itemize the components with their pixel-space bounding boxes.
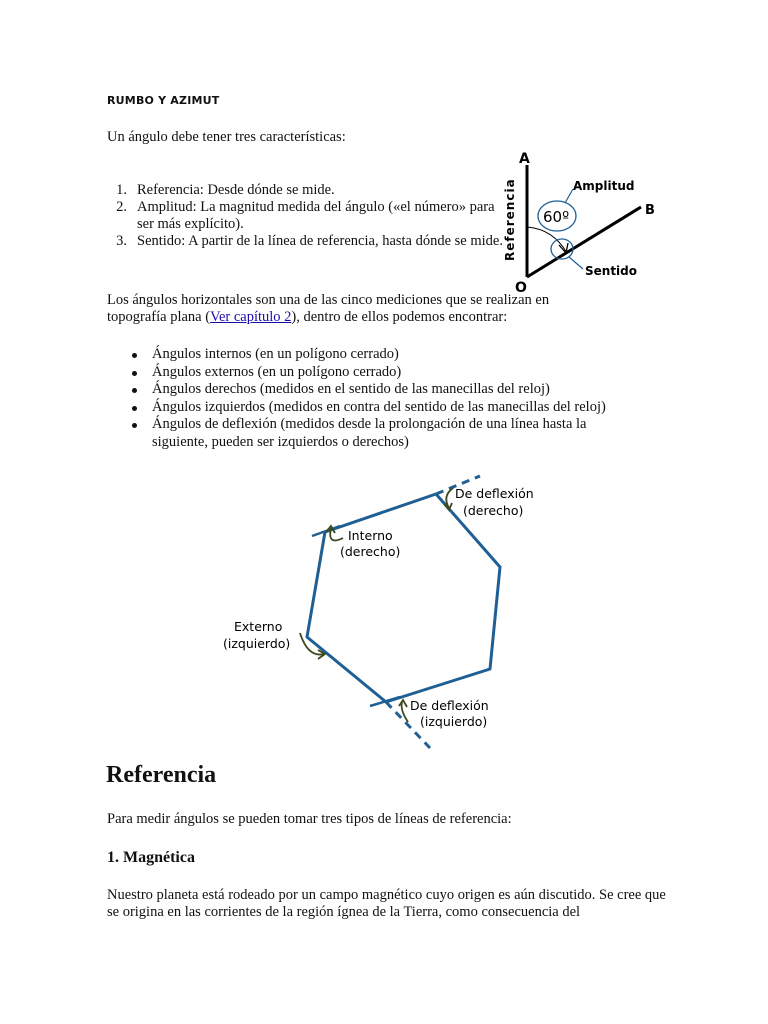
list-number: 1. — [116, 182, 127, 198]
label-b: B — [645, 203, 655, 218]
list-item-text: Ángulos de deflexión (medidos desde la prolongación de una línea hasta la siguiente, pueden ser izquierdos o derechos) — [152, 416, 587, 450]
angle-types-list — [107, 346, 627, 451]
label-o: O — [515, 280, 527, 295]
label-sentido: Sentido — [585, 264, 638, 278]
label-interno: Interno — [348, 528, 393, 543]
list-item — [107, 416, 627, 451]
deflexion-izquierdo-arrow-icon — [402, 702, 408, 722]
section-title: RUMBO Y AZIMUT — [107, 94, 220, 107]
sense-pointer — [569, 257, 583, 269]
list-item — [107, 182, 507, 199]
list-number: 2. — [116, 199, 127, 215]
label-externo-izquierdo: (izquierdo) — [223, 636, 291, 651]
label-referencia: Referencia — [503, 178, 517, 261]
label-deflexion-izquierdo: De deflexión — [410, 698, 489, 713]
amplitude-pointer — [565, 189, 573, 203]
referencia-paragraph: Para medir ángulos se pueden tomar tres tipos de líneas de referencia: — [107, 811, 512, 827]
label-derecho: (derecho) — [463, 503, 524, 518]
list-item — [107, 346, 627, 364]
paragraph-text: Los ángulos horizontales son una de las cinco mediciones que se realizan en topografía plana ( — [107, 292, 550, 325]
list-item-text: Sentido: A partir de la línea de referencia, hasta dónde se mide. — [137, 233, 503, 249]
intro-paragraph: Un ángulo debe tener tres características: — [107, 129, 346, 145]
list-item-text: Ángulos internos (en un polígono cerrado) — [152, 346, 399, 362]
list-item-text: Ángulos derechos (medidos en el sentido de las manecillas del reloj) — [152, 381, 550, 397]
magnetica-paragraph: Nuestro planeta está rodeado por un campo magnético cuyo origen es aún discutido. Se cree que se origina en las corrientes de la región ígnea de la Tierra, como consecuencia del — [107, 887, 666, 920]
paragraph-text: ), dentro de ellos podemos encontrar: — [291, 309, 508, 325]
label-interno-derecho: (derecho) — [340, 544, 401, 559]
bullet-icon — [132, 423, 137, 428]
list-item-text: Ángulos externos (en un polígono cerrado) — [152, 363, 402, 380]
list-item — [107, 399, 627, 417]
horizontal-angles-paragraph — [107, 292, 607, 326]
list-item — [107, 381, 627, 399]
heading-referencia: Referencia — [106, 762, 217, 788]
label-izquierdo: (izquierdo) — [420, 714, 488, 729]
list-item — [107, 364, 627, 382]
angle-diagram — [495, 145, 675, 295]
bullet-icon — [132, 353, 137, 358]
list-item — [107, 199, 507, 233]
list-number: 3. — [116, 233, 127, 249]
vertex-tick — [370, 697, 400, 706]
arrowhead-icon — [399, 700, 407, 707]
bullet-icon — [132, 388, 137, 393]
label-a: A — [519, 151, 530, 167]
list-item — [107, 233, 507, 250]
bullet-icon — [132, 406, 137, 411]
list-item-text: Amplitud: La magnitud medida del ángulo («el número» para ser más explícito). — [137, 199, 495, 232]
label-externo: Externo — [234, 619, 283, 634]
label-amplitud: Amplitud — [573, 179, 635, 193]
list-item-text: Referencia: Desde dónde se mide. — [137, 182, 335, 198]
chapter-2-link[interactable]: Ver capítulo 2 — [210, 309, 292, 325]
bullet-icon — [132, 371, 137, 376]
list-item-text: Ángulos izquierdos (medidos en contra del sentido de las manecillas del reloj) — [152, 398, 606, 415]
characteristics-list — [107, 182, 507, 250]
heading-magnetica: 1. Magnética — [107, 849, 195, 866]
hexagon-polygon — [307, 494, 500, 702]
polygon-diagram — [210, 470, 550, 755]
angle-value: 60º — [543, 208, 570, 226]
label-deflexion-derecho: De deflexión — [455, 486, 534, 501]
